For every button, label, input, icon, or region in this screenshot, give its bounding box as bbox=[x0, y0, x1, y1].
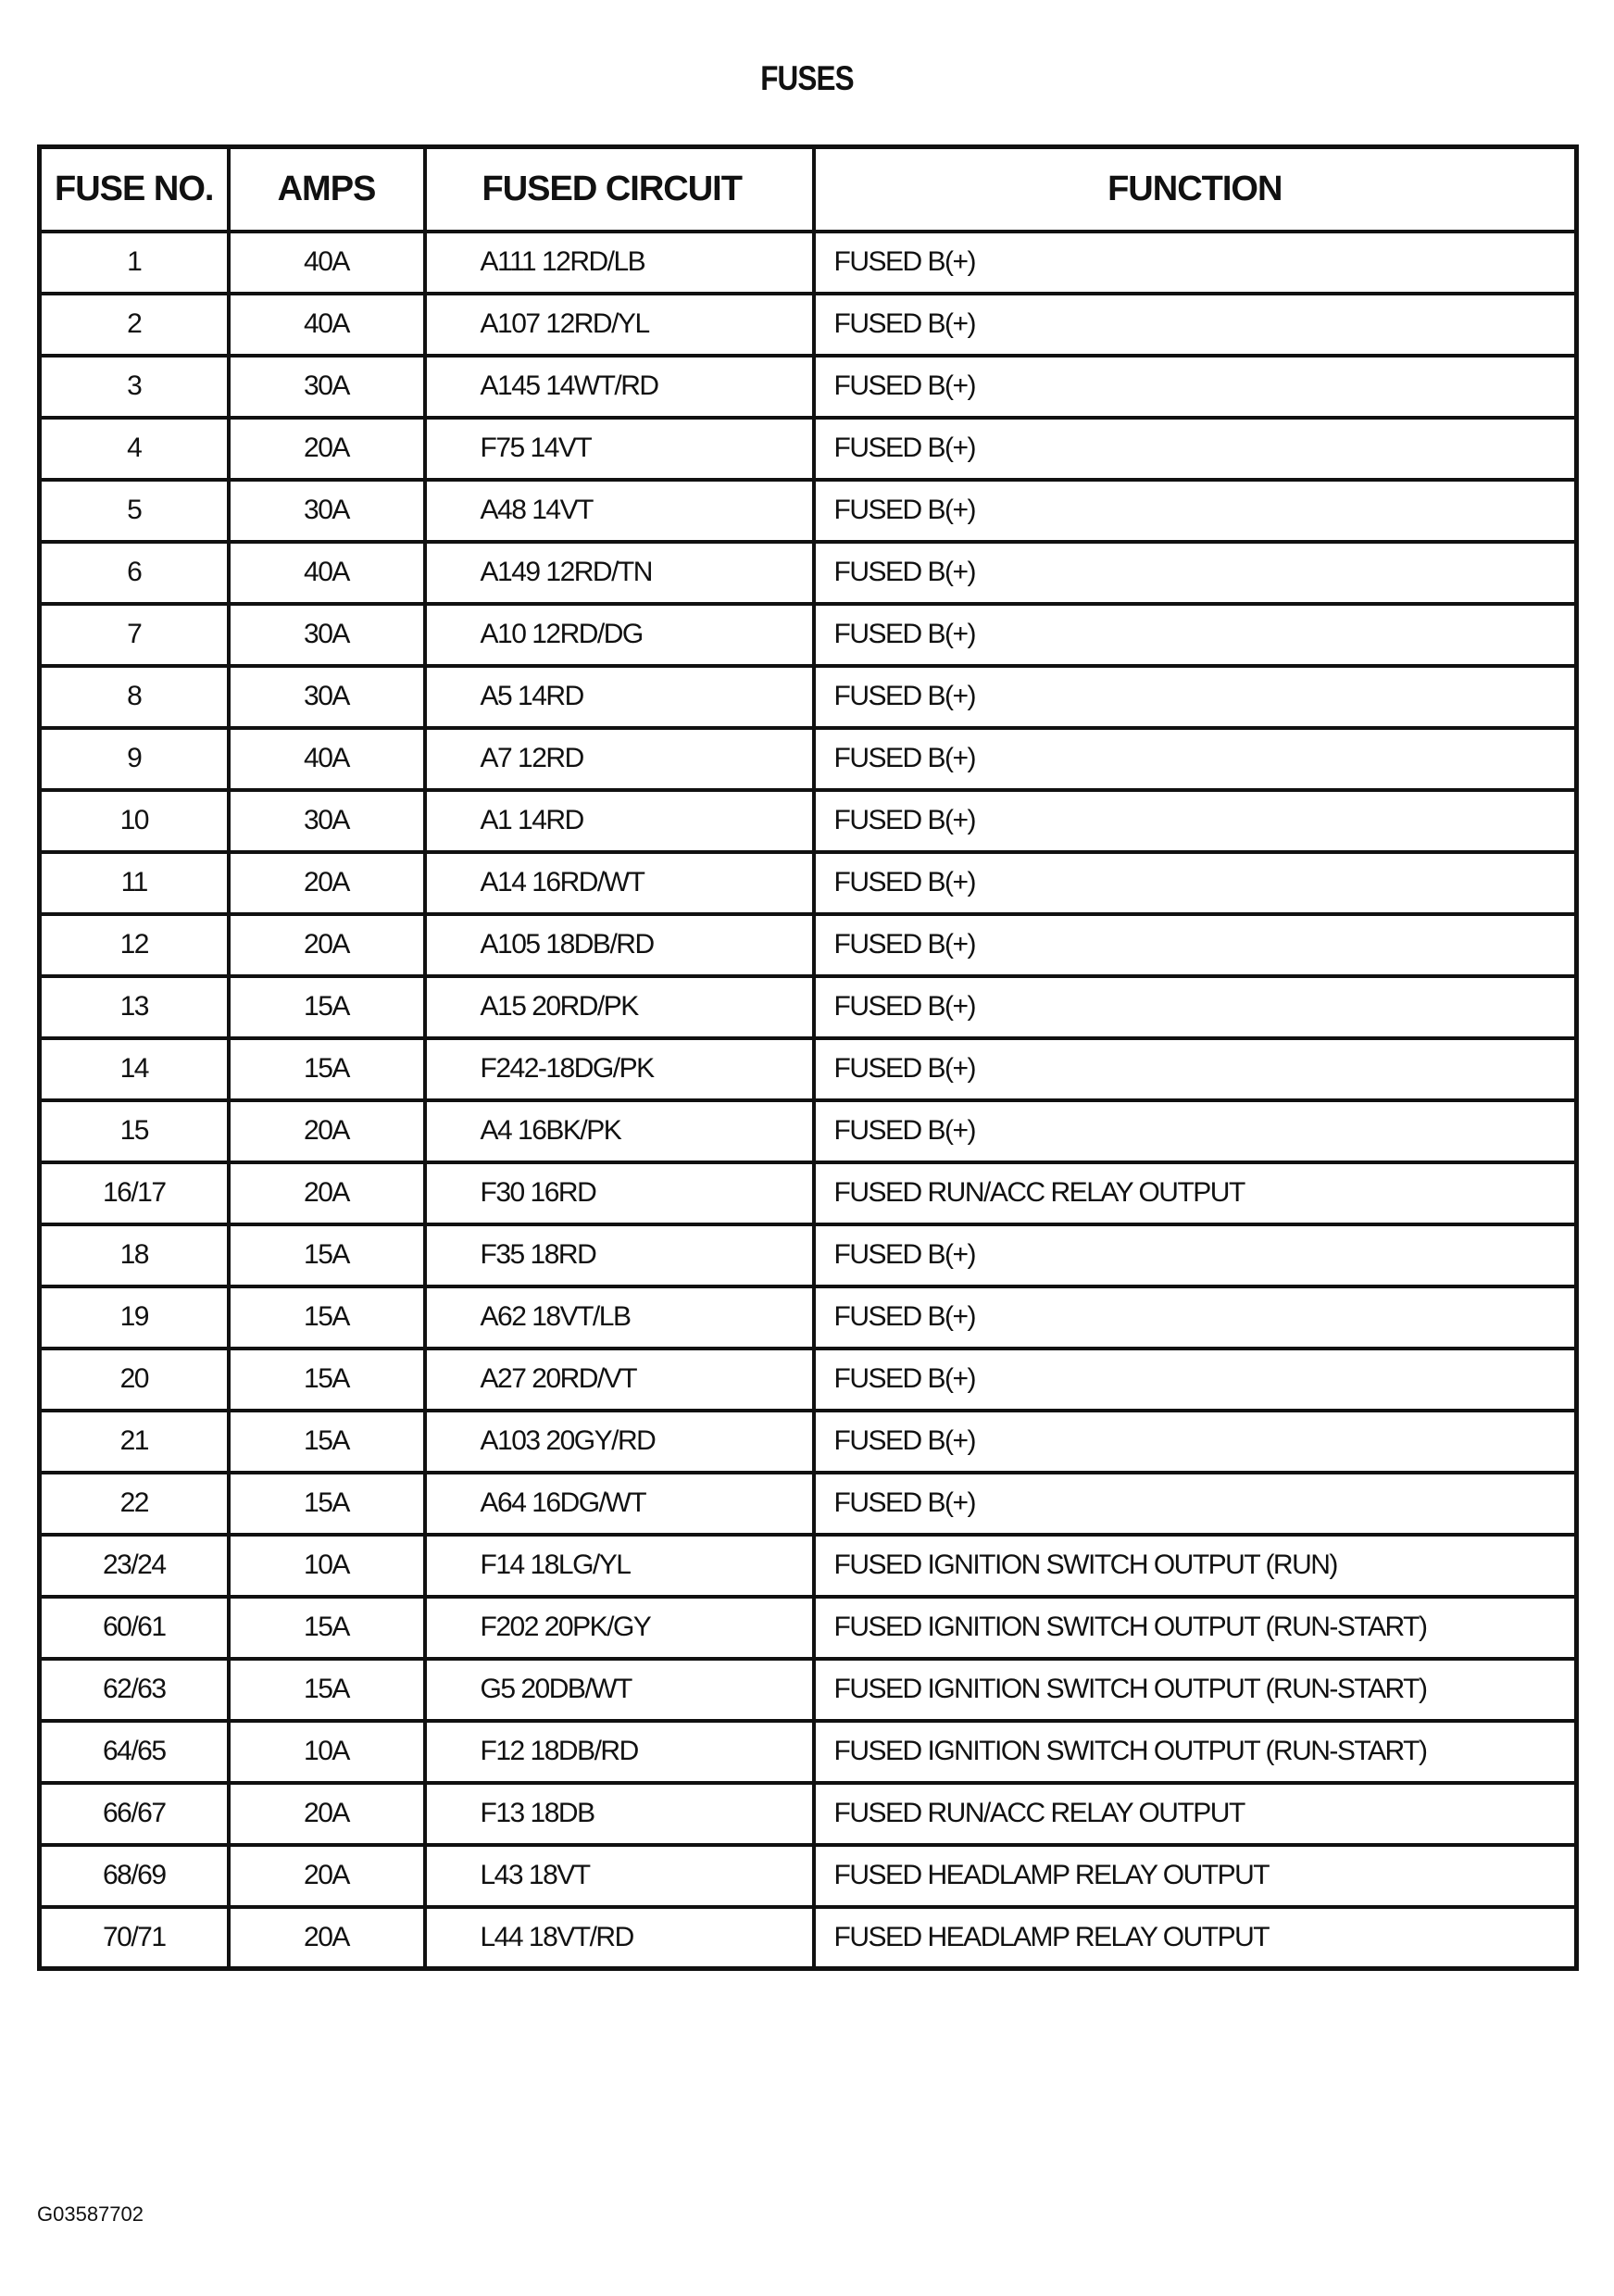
table-row bbox=[40, 480, 1577, 542]
cell-fused-circuit: A27 20RD/VT bbox=[425, 1349, 814, 1411]
cell-amps: 20A bbox=[229, 1100, 425, 1162]
cell-function: FUSED B(+) bbox=[814, 976, 1577, 1038]
fuse-table bbox=[37, 144, 1579, 1971]
table-row bbox=[40, 356, 1577, 418]
table-row bbox=[40, 666, 1577, 728]
cell-fuse-no: 3 bbox=[40, 356, 229, 418]
cell-fuse-no: 23/24 bbox=[40, 1535, 229, 1597]
cell-function: FUSED B(+) bbox=[814, 790, 1577, 852]
cell-fused-circuit: A48 14VT bbox=[425, 480, 814, 542]
table-row bbox=[40, 852, 1577, 914]
cell-fused-circuit: A5 14RD bbox=[425, 666, 814, 728]
table-row bbox=[40, 1162, 1577, 1224]
cell-amps: 15A bbox=[229, 1038, 425, 1100]
cell-fused-circuit: F13 18DB bbox=[425, 1783, 814, 1845]
cell-amps: 20A bbox=[229, 852, 425, 914]
table-row bbox=[40, 1411, 1577, 1473]
cell-fuse-no: 66/67 bbox=[40, 1783, 229, 1845]
cell-fused-circuit: A64 16DG/WT bbox=[425, 1473, 814, 1535]
cell-function: FUSED B(+) bbox=[814, 604, 1577, 666]
cell-fuse-no: 1 bbox=[40, 232, 229, 294]
cell-fused-circuit: A103 20GY/RD bbox=[425, 1411, 814, 1473]
cell-fuse-no: 18 bbox=[40, 1224, 229, 1286]
cell-function: FUSED B(+) bbox=[814, 1038, 1577, 1100]
cell-fuse-no: 68/69 bbox=[40, 1845, 229, 1907]
table-row bbox=[40, 790, 1577, 852]
cell-fused-circuit: A7 12RD bbox=[425, 728, 814, 790]
table-row bbox=[40, 1659, 1577, 1721]
cell-amps: 30A bbox=[229, 666, 425, 728]
figure-id: G03587702 bbox=[37, 2202, 144, 2226]
table-row bbox=[40, 728, 1577, 790]
cell-function: FUSED B(+) bbox=[814, 1224, 1577, 1286]
cell-function: FUSED B(+) bbox=[814, 1349, 1577, 1411]
table-body bbox=[40, 232, 1577, 1969]
cell-fused-circuit: F75 14VT bbox=[425, 418, 814, 480]
cell-amps: 15A bbox=[229, 1473, 425, 1535]
cell-fuse-no: 2 bbox=[40, 294, 229, 356]
table-row bbox=[40, 1907, 1577, 1969]
cell-fused-circuit: F242-18DG/PK bbox=[425, 1038, 814, 1100]
cell-function: FUSED B(+) bbox=[814, 294, 1577, 356]
cell-fuse-no: 11 bbox=[40, 852, 229, 914]
table-row bbox=[40, 604, 1577, 666]
cell-amps: 30A bbox=[229, 356, 425, 418]
page-title: FUSES bbox=[760, 59, 854, 97]
cell-fuse-no: 12 bbox=[40, 914, 229, 976]
cell-amps: 15A bbox=[229, 1349, 425, 1411]
cell-fuse-no: 7 bbox=[40, 604, 229, 666]
cell-function: FUSED B(+) bbox=[814, 914, 1577, 976]
table-row bbox=[40, 1473, 1577, 1535]
cell-amps: 15A bbox=[229, 1597, 425, 1659]
cell-function: FUSED B(+) bbox=[814, 356, 1577, 418]
cell-amps: 10A bbox=[229, 1535, 425, 1597]
cell-amps: 30A bbox=[229, 480, 425, 542]
cell-fuse-no: 70/71 bbox=[40, 1907, 229, 1969]
cell-function: FUSED HEADLAMP RELAY OUTPUT bbox=[814, 1907, 1577, 1969]
table-row bbox=[40, 1721, 1577, 1783]
cell-function: FUSED RUN/ACC RELAY OUTPUT bbox=[814, 1162, 1577, 1224]
table-row bbox=[40, 294, 1577, 356]
header-fused-circuit: FUSED CIRCUIT bbox=[425, 147, 814, 232]
cell-function: FUSED B(+) bbox=[814, 852, 1577, 914]
cell-fused-circuit: F202 20PK/GY bbox=[425, 1597, 814, 1659]
cell-fuse-no: 64/65 bbox=[40, 1721, 229, 1783]
cell-function: FUSED B(+) bbox=[814, 1411, 1577, 1473]
cell-fuse-no: 19 bbox=[40, 1286, 229, 1349]
table-row bbox=[40, 418, 1577, 480]
cell-fused-circuit: L43 18VT bbox=[425, 1845, 814, 1907]
table-row bbox=[40, 1224, 1577, 1286]
cell-fuse-no: 9 bbox=[40, 728, 229, 790]
table-row bbox=[40, 1038, 1577, 1100]
cell-fused-circuit: A105 18DB/RD bbox=[425, 914, 814, 976]
table-row bbox=[40, 1286, 1577, 1349]
header-function: FUNCTION bbox=[814, 147, 1577, 232]
table-header-row bbox=[40, 147, 1577, 232]
table-row bbox=[40, 542, 1577, 604]
cell-function: FUSED B(+) bbox=[814, 232, 1577, 294]
cell-fuse-no: 8 bbox=[40, 666, 229, 728]
table-row bbox=[40, 1845, 1577, 1907]
cell-fused-circuit: A107 12RD/YL bbox=[425, 294, 814, 356]
cell-amps: 40A bbox=[229, 542, 425, 604]
cell-function: FUSED B(+) bbox=[814, 666, 1577, 728]
table-row bbox=[40, 232, 1577, 294]
cell-fused-circuit: A1 14RD bbox=[425, 790, 814, 852]
cell-function: FUSED B(+) bbox=[814, 728, 1577, 790]
cell-fused-circuit: L44 18VT/RD bbox=[425, 1907, 814, 1969]
cell-amps: 20A bbox=[229, 1845, 425, 1907]
cell-amps: 40A bbox=[229, 232, 425, 294]
cell-amps: 40A bbox=[229, 728, 425, 790]
cell-fuse-no: 10 bbox=[40, 790, 229, 852]
cell-amps: 15A bbox=[229, 1224, 425, 1286]
table-row bbox=[40, 1349, 1577, 1411]
cell-fuse-no: 15 bbox=[40, 1100, 229, 1162]
cell-fuse-no: 16/17 bbox=[40, 1162, 229, 1224]
table-row bbox=[40, 1100, 1577, 1162]
cell-amps: 20A bbox=[229, 1162, 425, 1224]
cell-fuse-no: 21 bbox=[40, 1411, 229, 1473]
header-amps: AMPS bbox=[229, 147, 425, 232]
cell-fused-circuit: G5 20DB/WT bbox=[425, 1659, 814, 1721]
cell-fused-circuit: F12 18DB/RD bbox=[425, 1721, 814, 1783]
cell-amps: 15A bbox=[229, 1659, 425, 1721]
cell-function: FUSED B(+) bbox=[814, 1473, 1577, 1535]
cell-amps: 20A bbox=[229, 418, 425, 480]
cell-fuse-no: 62/63 bbox=[40, 1659, 229, 1721]
cell-fused-circuit: A14 16RD/WT bbox=[425, 852, 814, 914]
cell-function: FUSED HEADLAMP RELAY OUTPUT bbox=[814, 1845, 1577, 1907]
cell-amps: 15A bbox=[229, 1411, 425, 1473]
cell-function: FUSED B(+) bbox=[814, 480, 1577, 542]
cell-fuse-no: 13 bbox=[40, 976, 229, 1038]
cell-fused-circuit: F30 16RD bbox=[425, 1162, 814, 1224]
cell-fuse-no: 60/61 bbox=[40, 1597, 229, 1659]
cell-amps: 15A bbox=[229, 1286, 425, 1349]
cell-function: FUSED IGNITION SWITCH OUTPUT (RUN-START) bbox=[814, 1721, 1577, 1783]
cell-amps: 20A bbox=[229, 914, 425, 976]
cell-fuse-no: 22 bbox=[40, 1473, 229, 1535]
table-row bbox=[40, 1597, 1577, 1659]
cell-fused-circuit: A10 12RD/DG bbox=[425, 604, 814, 666]
cell-fused-circuit: A111 12RD/LB bbox=[425, 232, 814, 294]
table-row bbox=[40, 976, 1577, 1038]
cell-fuse-no: 20 bbox=[40, 1349, 229, 1411]
cell-fuse-no: 5 bbox=[40, 480, 229, 542]
cell-amps: 30A bbox=[229, 604, 425, 666]
cell-fused-circuit: A15 20RD/PK bbox=[425, 976, 814, 1038]
cell-amps: 20A bbox=[229, 1907, 425, 1969]
cell-fused-circuit: F35 18RD bbox=[425, 1224, 814, 1286]
cell-fuse-no: 6 bbox=[40, 542, 229, 604]
table-row bbox=[40, 1783, 1577, 1845]
table-row bbox=[40, 914, 1577, 976]
cell-fused-circuit: A149 12RD/TN bbox=[425, 542, 814, 604]
cell-amps: 30A bbox=[229, 790, 425, 852]
cell-fuse-no: 4 bbox=[40, 418, 229, 480]
header-fuse-no: FUSE NO. bbox=[40, 147, 229, 232]
cell-function: FUSED RUN/ACC RELAY OUTPUT bbox=[814, 1783, 1577, 1845]
cell-fused-circuit: A4 16BK/PK bbox=[425, 1100, 814, 1162]
cell-function: FUSED B(+) bbox=[814, 418, 1577, 480]
cell-amps: 10A bbox=[229, 1721, 425, 1783]
cell-function: FUSED IGNITION SWITCH OUTPUT (RUN) bbox=[814, 1535, 1577, 1597]
cell-function: FUSED B(+) bbox=[814, 1286, 1577, 1349]
cell-function: FUSED IGNITION SWITCH OUTPUT (RUN-START) bbox=[814, 1659, 1577, 1721]
cell-function: FUSED B(+) bbox=[814, 542, 1577, 604]
table-row bbox=[40, 1535, 1577, 1597]
cell-fused-circuit: F14 18LG/YL bbox=[425, 1535, 814, 1597]
cell-fused-circuit: A145 14WT/RD bbox=[425, 356, 814, 418]
cell-function: FUSED IGNITION SWITCH OUTPUT (RUN-START) bbox=[814, 1597, 1577, 1659]
cell-fuse-no: 14 bbox=[40, 1038, 229, 1100]
cell-function: FUSED B(+) bbox=[814, 1100, 1577, 1162]
cell-amps: 20A bbox=[229, 1783, 425, 1845]
cell-fused-circuit: A62 18VT/LB bbox=[425, 1286, 814, 1349]
cell-amps: 40A bbox=[229, 294, 425, 356]
cell-amps: 15A bbox=[229, 976, 425, 1038]
